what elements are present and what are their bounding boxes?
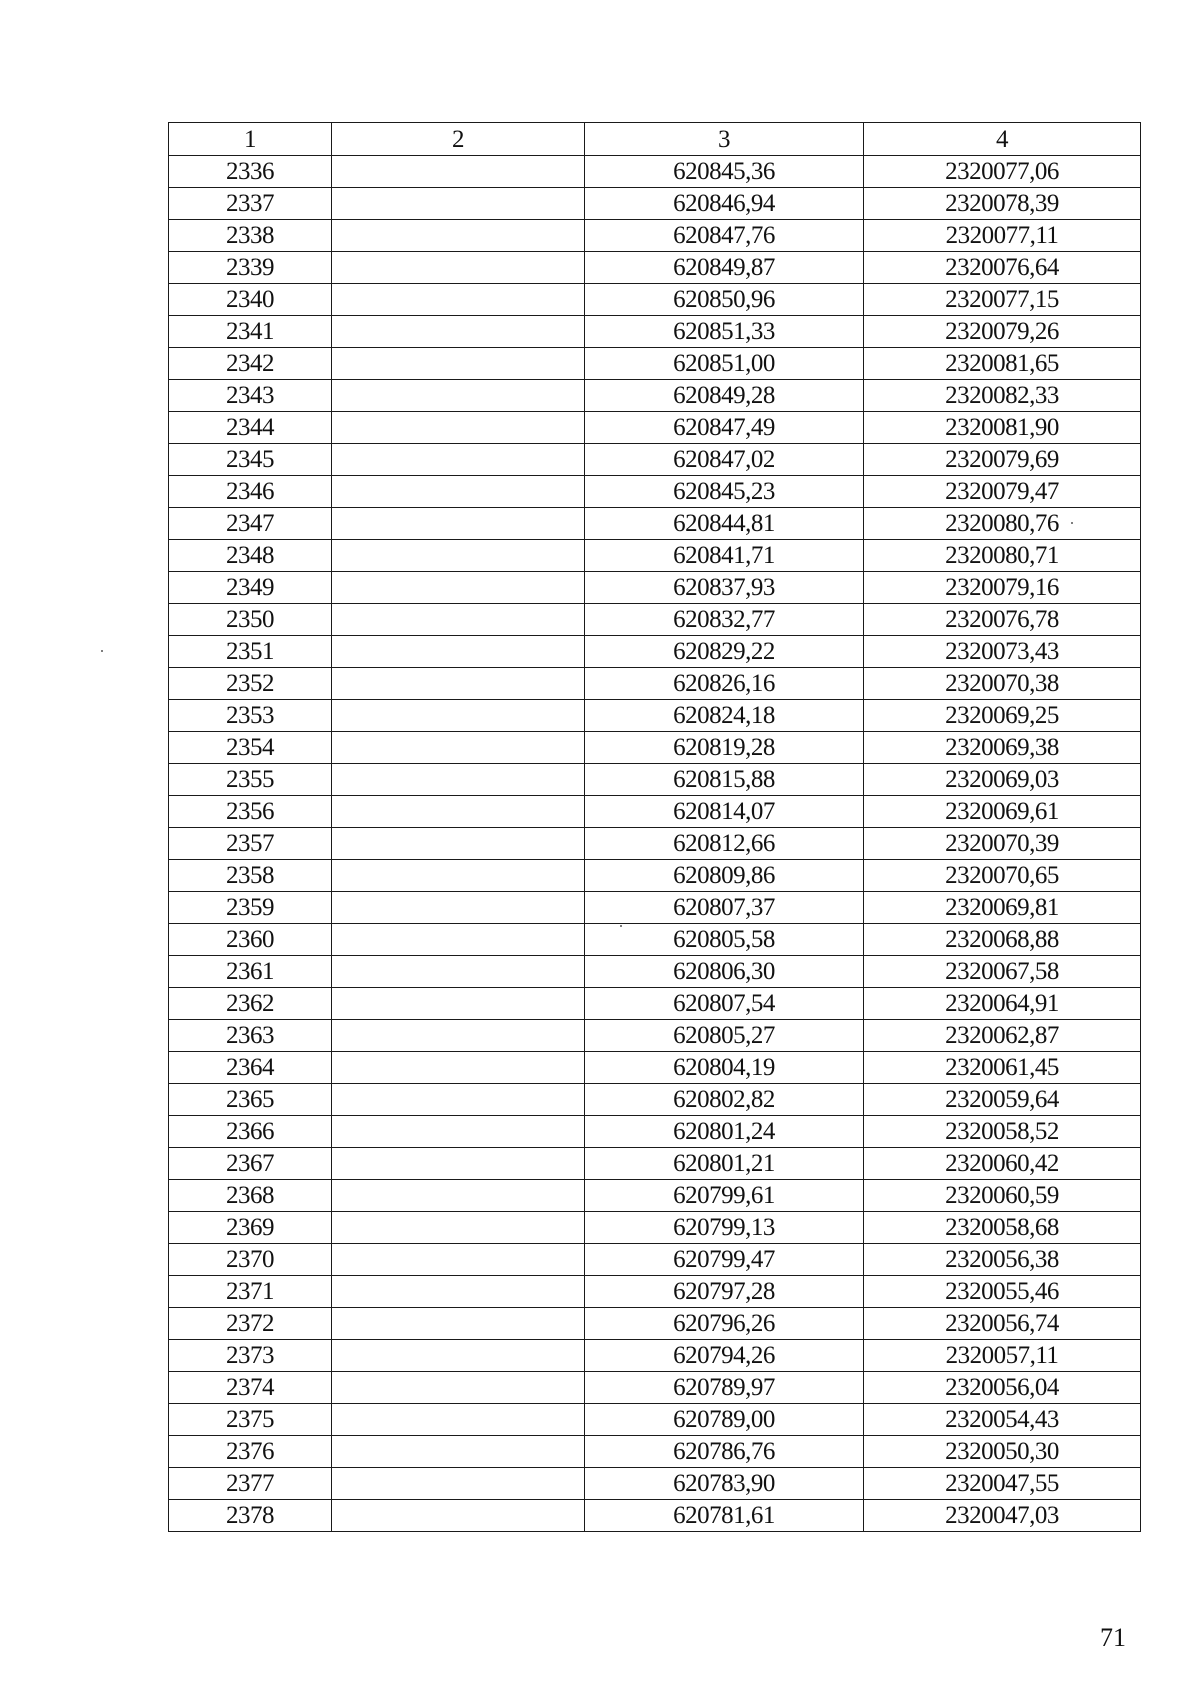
table-cell-col-1: 2348: [169, 540, 332, 572]
table-row: [169, 796, 1141, 828]
table-cell-col-3: 620805,27: [585, 1020, 864, 1052]
table-cell-col-2: [332, 1180, 585, 1212]
table-row: [169, 252, 1141, 284]
table-cell-col-3: 620829,22: [585, 636, 864, 668]
table-cell-col-3: 620807,37: [585, 892, 864, 924]
table-row: [169, 1404, 1141, 1436]
table-cell-col-3: 620847,02: [585, 444, 864, 476]
table-cell-col-4: 2320056,04: [864, 1372, 1141, 1404]
table-cell-col-3: 620845,36: [585, 156, 864, 188]
table-cell-col-3: 620805,58: [585, 924, 864, 956]
table-cell-col-2: [332, 732, 585, 764]
table-cell-col-3: 620819,28: [585, 732, 864, 764]
table-row: [169, 1436, 1141, 1468]
table-cell-col-2: [332, 636, 585, 668]
table-cell-col-2: [332, 988, 585, 1020]
table-row: [169, 156, 1141, 188]
table-cell-col-4: 2320069,38: [864, 732, 1141, 764]
table-cell-col-4: 2320047,55: [864, 1468, 1141, 1500]
table-row: [169, 1020, 1141, 1052]
table-cell-col-3: 620832,77: [585, 604, 864, 636]
table-cell-col-3: 620849,28: [585, 380, 864, 412]
table-cell-col-1: 2336: [169, 156, 332, 188]
table-cell-col-1: 2354: [169, 732, 332, 764]
table-cell-col-3: 620815,88: [585, 764, 864, 796]
table-row: [169, 284, 1141, 316]
table-cell-col-3: 620847,76: [585, 220, 864, 252]
table-row: [169, 1500, 1141, 1532]
table-cell-col-1: 2378: [169, 1500, 332, 1532]
table-row: [169, 1148, 1141, 1180]
table-row: [169, 828, 1141, 860]
table-cell-col-4: 2320059,64: [864, 1084, 1141, 1116]
table-cell-col-2: [332, 700, 585, 732]
table-cell-col-1: 2351: [169, 636, 332, 668]
table-cell-col-2: [332, 668, 585, 700]
table-cell-col-1: 2374: [169, 1372, 332, 1404]
table-cell-col-3: 620781,61: [585, 1500, 864, 1532]
table-row: [169, 220, 1141, 252]
table-cell-col-1: 2365: [169, 1084, 332, 1116]
table-row: [169, 1308, 1141, 1340]
table-cell-col-2: [332, 1116, 585, 1148]
table-row: [169, 988, 1141, 1020]
table-cell-col-1: 2367: [169, 1148, 332, 1180]
table-cell-col-2: [332, 508, 585, 540]
column-header-1: 1: [169, 123, 332, 156]
table-cell-col-4: 2320058,52: [864, 1116, 1141, 1148]
table-row: [169, 1372, 1141, 1404]
table-row: [169, 412, 1141, 444]
table-cell-col-1: 2373: [169, 1340, 332, 1372]
table-cell-col-2: [332, 284, 585, 316]
table-row: [169, 508, 1141, 540]
table-cell-col-3: 620799,47: [585, 1244, 864, 1276]
table-cell-col-4: 2320073,43: [864, 636, 1141, 668]
table-cell-col-1: 2375: [169, 1404, 332, 1436]
table-cell-col-2: [332, 1244, 585, 1276]
table-cell-col-1: 2353: [169, 700, 332, 732]
table-cell-col-2: [332, 1212, 585, 1244]
table-cell-col-3: 620812,66: [585, 828, 864, 860]
table-row: [169, 380, 1141, 412]
table-cell-col-2: [332, 1052, 585, 1084]
table-cell-col-4: 2320054,43: [864, 1404, 1141, 1436]
table-row: [169, 604, 1141, 636]
table-cell-col-4: 2320068,88: [864, 924, 1141, 956]
page-number: 71: [1100, 1623, 1126, 1652]
table-cell-col-2: [332, 572, 585, 604]
table-cell-col-3: 620796,26: [585, 1308, 864, 1340]
table-row: [169, 956, 1141, 988]
table-row: [169, 572, 1141, 604]
table-cell-col-3: 620789,00: [585, 1404, 864, 1436]
table-row: [169, 540, 1141, 572]
table-cell-col-1: 2357: [169, 828, 332, 860]
table-cell-col-4: 2320047,03: [864, 1500, 1141, 1532]
table-cell-col-4: 2320056,38: [864, 1244, 1141, 1276]
table-cell-col-1: 2340: [169, 284, 332, 316]
table-row: [169, 1468, 1141, 1500]
table-cell-col-1: 2361: [169, 956, 332, 988]
table-cell-col-3: 620801,21: [585, 1148, 864, 1180]
table-row: [169, 1084, 1141, 1116]
table-cell-col-1: 2366: [169, 1116, 332, 1148]
table-row: [169, 316, 1141, 348]
table-cell-col-3: 620826,16: [585, 668, 864, 700]
table-cell-col-1: 2363: [169, 1020, 332, 1052]
table-row: [169, 1116, 1141, 1148]
table-cell-col-4: 2320058,68: [864, 1212, 1141, 1244]
table-body: [169, 156, 1141, 1532]
table-cell-col-2: [332, 476, 585, 508]
table-cell-col-4: 2320080,71: [864, 540, 1141, 572]
table-row: [169, 636, 1141, 668]
table-cell-col-2: [332, 1308, 585, 1340]
table-cell-col-3: 620806,30: [585, 956, 864, 988]
table-cell-col-2: [332, 1148, 585, 1180]
table-cell-col-4: 2320080,76: [864, 508, 1141, 540]
table-cell-col-1: 2372: [169, 1308, 332, 1340]
table-cell-col-2: [332, 1372, 585, 1404]
table-cell-col-2: [332, 956, 585, 988]
table-cell-col-1: 2377: [169, 1468, 332, 1500]
table-cell-col-3: 620849,87: [585, 252, 864, 284]
table-cell-col-3: 620804,19: [585, 1052, 864, 1084]
table-cell-col-4: 2320050,30: [864, 1436, 1141, 1468]
table-cell-col-1: 2337: [169, 188, 332, 220]
table-cell-col-3: 620814,07: [585, 796, 864, 828]
table-cell-col-2: [332, 764, 585, 796]
scan-speck: [1071, 522, 1073, 524]
table-cell-col-3: 620797,28: [585, 1276, 864, 1308]
table-cell-col-4: 2320077,15: [864, 284, 1141, 316]
table-row: [169, 348, 1141, 380]
table-row: [169, 476, 1141, 508]
table-cell-col-4: 2320077,06: [864, 156, 1141, 188]
table-cell-col-1: 2364: [169, 1052, 332, 1084]
table-row: [169, 764, 1141, 796]
table-cell-col-4: 2320079,47: [864, 476, 1141, 508]
table-cell-col-3: 620845,23: [585, 476, 864, 508]
table-cell-col-2: [332, 1276, 585, 1308]
table-cell-col-4: 2320070,65: [864, 860, 1141, 892]
table-cell-col-2: [332, 252, 585, 284]
table-cell-col-2: [332, 348, 585, 380]
table-row: [169, 892, 1141, 924]
table-cell-col-4: 2320069,03: [864, 764, 1141, 796]
table-row: [169, 732, 1141, 764]
table-cell-col-1: 2349: [169, 572, 332, 604]
table-cell-col-2: [332, 1468, 585, 1500]
table-cell-col-1: 2376: [169, 1436, 332, 1468]
column-header-3: 3: [585, 123, 864, 156]
table-cell-col-2: [332, 796, 585, 828]
table-cell-col-3: 620802,82: [585, 1084, 864, 1116]
table-cell-col-4: 2320067,58: [864, 956, 1141, 988]
table-cell-col-4: 2320077,11: [864, 220, 1141, 252]
table-cell-col-2: [332, 444, 585, 476]
table-cell-col-3: 620841,71: [585, 540, 864, 572]
column-header-4: 4: [864, 123, 1141, 156]
table-cell-col-1: 2339: [169, 252, 332, 284]
table-cell-col-2: [332, 860, 585, 892]
table-cell-col-2: [332, 156, 585, 188]
table-cell-col-2: [332, 316, 585, 348]
table-cell-col-2: [332, 924, 585, 956]
coordinates-table: [168, 122, 1141, 1532]
table-cell-col-3: 620846,94: [585, 188, 864, 220]
table-cell-col-3: 620786,76: [585, 1436, 864, 1468]
table-cell-col-1: 2370: [169, 1244, 332, 1276]
table-cell-col-2: [332, 412, 585, 444]
table-cell-col-3: 620824,18: [585, 700, 864, 732]
table-cell-col-3: 620850,96: [585, 284, 864, 316]
table-row: [169, 924, 1141, 956]
table-cell-col-1: 2347: [169, 508, 332, 540]
table-row: [169, 1340, 1141, 1372]
table-cell-col-3: 620799,13: [585, 1212, 864, 1244]
table-cell-col-1: 2343: [169, 380, 332, 412]
table-cell-col-2: [332, 1500, 585, 1532]
table-cell-col-3: 620794,26: [585, 1340, 864, 1372]
table-row: [169, 1212, 1141, 1244]
table-cell-col-1: 2350: [169, 604, 332, 636]
table-cell-col-2: [332, 1404, 585, 1436]
table-cell-col-2: [332, 828, 585, 860]
table-row: [169, 860, 1141, 892]
table-cell-col-4: 2320056,74: [864, 1308, 1141, 1340]
table-row: [169, 444, 1141, 476]
table-cell-col-4: 2320076,64: [864, 252, 1141, 284]
table-cell-col-4: 2320057,11: [864, 1340, 1141, 1372]
table-cell-col-2: [332, 188, 585, 220]
table-cell-col-2: [332, 540, 585, 572]
table-cell-col-1: 2358: [169, 860, 332, 892]
table-cell-col-1: 2359: [169, 892, 332, 924]
table-cell-col-3: 620789,97: [585, 1372, 864, 1404]
table-cell-col-4: 2320060,42: [864, 1148, 1141, 1180]
table-cell-col-4: 2320078,39: [864, 188, 1141, 220]
table-cell-col-2: [332, 1084, 585, 1116]
table-cell-col-2: [332, 220, 585, 252]
table-cell-col-3: 620851,00: [585, 348, 864, 380]
table-cell-col-4: 2320076,78: [864, 604, 1141, 636]
table-cell-col-2: [332, 380, 585, 412]
table-cell-col-2: [332, 1436, 585, 1468]
table-row: [169, 1180, 1141, 1212]
table-row: [169, 1052, 1141, 1084]
table-cell-col-1: 2346: [169, 476, 332, 508]
table-cell-col-1: 2341: [169, 316, 332, 348]
table-cell-col-2: [332, 1020, 585, 1052]
table-cell-col-3: 620844,81: [585, 508, 864, 540]
table-cell-col-1: 2345: [169, 444, 332, 476]
table-cell-col-2: [332, 1340, 585, 1372]
table-cell-col-4: 2320082,33: [864, 380, 1141, 412]
table-cell-col-4: 2320079,16: [864, 572, 1141, 604]
table-cell-col-1: 2362: [169, 988, 332, 1020]
table-cell-col-4: 2320069,61: [864, 796, 1141, 828]
table-cell-col-3: 620807,54: [585, 988, 864, 1020]
table-cell-col-1: 2369: [169, 1212, 332, 1244]
table-header-row: [169, 123, 1141, 156]
column-header-2: 2: [332, 123, 585, 156]
table-cell-col-1: 2368: [169, 1180, 332, 1212]
table-cell-col-1: 2344: [169, 412, 332, 444]
table-cell-col-2: [332, 892, 585, 924]
scan-speck: [620, 925, 622, 927]
table-cell-col-3: 620783,90: [585, 1468, 864, 1500]
table-cell-col-4: 2320079,69: [864, 444, 1141, 476]
table-cell-col-4: 2320079,26: [864, 316, 1141, 348]
table-cell-col-1: 2338: [169, 220, 332, 252]
table-cell-col-1: 2342: [169, 348, 332, 380]
table-cell-col-4: 2320070,39: [864, 828, 1141, 860]
table-cell-col-3: 620837,93: [585, 572, 864, 604]
table-cell-col-1: 2355: [169, 764, 332, 796]
table-row: [169, 1276, 1141, 1308]
table-cell-col-3: 620851,33: [585, 316, 864, 348]
table-cell-col-4: 2320081,90: [864, 412, 1141, 444]
table-cell-col-3: 620809,86: [585, 860, 864, 892]
table-cell-col-1: 2352: [169, 668, 332, 700]
table-cell-col-4: 2320069,81: [864, 892, 1141, 924]
table-cell-col-4: 2320070,38: [864, 668, 1141, 700]
table-cell-col-4: 2320064,91: [864, 988, 1141, 1020]
table-cell-col-2: [332, 604, 585, 636]
table-cell-col-1: 2371: [169, 1276, 332, 1308]
table-cell-col-1: 2356: [169, 796, 332, 828]
table-row: [169, 700, 1141, 732]
table-cell-col-3: 620799,61: [585, 1180, 864, 1212]
table-cell-col-1: 2360: [169, 924, 332, 956]
table-cell-col-4: 2320061,45: [864, 1052, 1141, 1084]
table-row: [169, 1244, 1141, 1276]
table-cell-col-4: 2320060,59: [864, 1180, 1141, 1212]
table-cell-col-3: 620847,49: [585, 412, 864, 444]
table-row: [169, 188, 1141, 220]
table-row: [169, 668, 1141, 700]
table-cell-col-4: 2320055,46: [864, 1276, 1141, 1308]
table-cell-col-4: 2320062,87: [864, 1020, 1141, 1052]
table-cell-col-4: 2320081,65: [864, 348, 1141, 380]
table-cell-col-4: 2320069,25: [864, 700, 1141, 732]
table-cell-col-3: 620801,24: [585, 1116, 864, 1148]
scan-speck: [101, 650, 103, 652]
